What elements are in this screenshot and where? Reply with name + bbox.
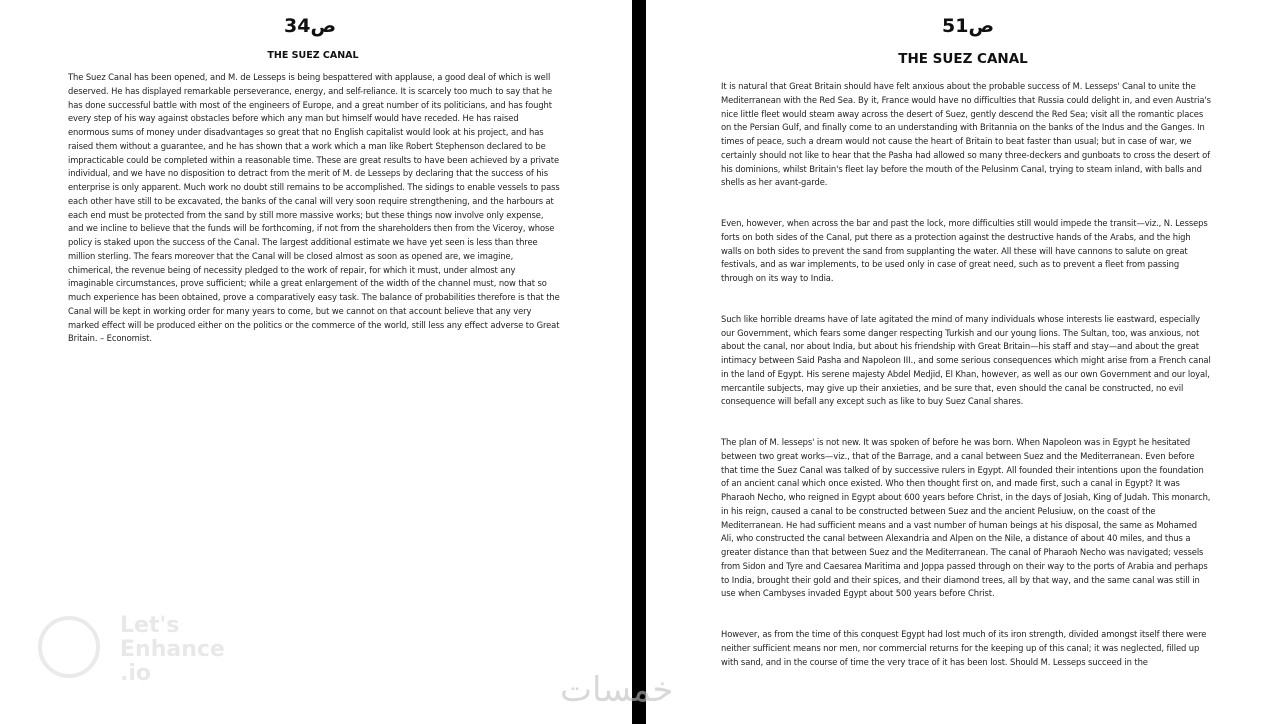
- left-page: [0, 0, 632, 724]
- watermark-line: Enhance: [120, 637, 225, 662]
- article-body: [721, 80, 1211, 696]
- watermark-logo-icon: [38, 616, 100, 678]
- letsenhance-watermark: [38, 614, 238, 694]
- article-title: THE SUEZ CANAL: [898, 51, 1028, 67]
- paragraph: It is natural that Great Britain should have felt anxious about the probable success of M. Lesseps' Canal to unite the Mediterranean with the Red Sea. By it, France would have no difficulties that Russia could delight in, and even Austria's nice little fleet would steam away across the desert of Suez, gently descend the Red Sea; visit all the romantic places on the Persian Gulf, and finally come to an understanding with Britannia on the banks of the Indus and the Ganges. In times of peace, such a dream would not cause the heart of Britain to beat faster than usual; but in case of war, we certainly should not like to hear that the Pasha had allowed so many three-deckers and gunboats to cross the desert of his dominions, whilst Britain's fleet lay before the mouth of the Pelusinm Canal, trying to steam inland, with balls and shells as her avant-garde.: [721, 81, 1211, 188]
- page-number: ص34: [284, 15, 337, 37]
- paragraph: The plan of M. lesseps' is not new. It was spoken of before he was born. When Napoleon was in Egypt he hesitated between two great works—viz., that of the Barrage, and a canal between Suez and the Mediterranean. Even before that time the Suez Canal was talked of by successive rulers in Egypt. All founded their intentions upon the foundation of an ancient canal which once existed. Who then thought first on, and made first, such a canal in Egypt? It was Pharaoh Necho, who reigned in Egypt about 600 years before Christ, in the days of Josiah, King of Judah. This monarch, in his reign, caused a canal to be constructed between Suez and the ancient Pelusiuw, on the coast of the Mediterranean. He had sufficient means and a vast number of human beings at his disposal, the same as Mohamed Ali, who constructed the canal between Alexandria and Alpen on the Nile, a distance of about 40 miles, and thus a greater distance than that between Suez and the Mediterranean. The canal of Pharaoh Necho was navigated; vessels from Sidon and Tyre and Caesarea Maritima and Joppa passed through on their way to the ports of Arabia and perhaps to India, brought their gold and their spices, and their diamond trees, all by that way, and the same canal was still in use when Cambyses invaded Egypt about 500 years before Christ.: [721, 437, 1211, 599]
- khamsat-watermark: خمسات: [560, 670, 674, 710]
- watermark-text: [120, 614, 225, 686]
- paragraph: Such like horrible dreams have of late agitated the mind of many individuals whose interests lie eastward, especially our Government, which fears some danger respecting Turkish and our young lions. The Sultan, too, was anxious, not about the canal, nor about India, but about his friendship with Great Britain—his staff and stay—and about the great intimacy between Said Pasha and Napoleon III., and some serious consequences which might arise from a French canal in the land of Egypt. His serene majesty Abdel Medjid, El Khan, however, as well as our own Government and our loyal, mercantile subjects, may give up their anxieties, and be sure that, even should the canal be constructed, no evil consequence will befall any except such as like to buy Suez Canal shares.: [721, 313, 1211, 407]
- article-body: [68, 71, 560, 373]
- page-number: ص51: [942, 15, 995, 37]
- article-title: THE SUEZ CANAL: [267, 50, 359, 61]
- paragraph: Even, however, when across the bar and past the lock, more difficulties still would impede the transit—viz., N. Lesseps forts on both sides of the Canal, put there as a protection against the destructive hands of the Arabs, and the high walls on both sides to prevent the sand from supplanting the water. All these will have cannons to salute on great festivals, and as war implements, to be used only in case of great need, such as to prevent a fleet from passing through on its way to India.: [721, 218, 1208, 283]
- page-divider: [632, 0, 646, 724]
- right-page: [646, 0, 1280, 724]
- watermark-line: Let's: [120, 613, 180, 638]
- paragraph: However, as from the time of this conquest Egypt had lost much of its iron strength, divided amongst itself there were neither sufficient means nor men, nor commercial returns for the keeping up of this canal; it was neglected, filled up with sand, and in the course of time the very trace of it has been lost. Should M. Lesseps succeed in the: [721, 629, 1207, 667]
- watermark-line: .io: [120, 661, 152, 686]
- paragraph: The Suez Canal has been opened, and M. de Lesseps is being bespattered with applause, a good deal of which is well deserved. He has displayed remarkable perseverance, energy, and self-reliance. It is scarcely too much to say that he has done successful battle with most of the engineers of Europe, and a great number of its politicians, and has fought every step of his way against obstacles before which any man but himself would have receded. He has raised enormous sums of money under disadvantages so great that no English capitalist would look at his project, and has raised them without a guarantee, and he has shown that a work which a man like Robert Stephenson declared to be impracticable could be completed within a reasonable time. These are great results to have been achieved by a private individual, and we have no disposition to detract from the merit of M. de Lesseps by declaring that the success of his enterprise is only apparent. Much work no doubt still remains to be accomplished. The sidings to enable vessels to pass each other have still to be excavated, the banks of the canal will very soon require strengthening, and the harbours at each end must be protected from the sand by still more massive works; but these things now involve only expense, and we incline to believe that the funds will be forthcoming, if not from the shareholders then from the Viceroy, whose policy is staked upon the success of the Canal. The largest additional estimate we have yet seen is less than three million sterling. The fears moreover that the Canal will be closed almost as soon as opened are, we imagine, chimerical, the revenue being of necessity pledged to the work of repair, for which it must, under almost any imaginable circumstances, prove sufficient; while a great enlargement of the width of the channel must, now that so much experience has been obtained, prove a comparatively easy task. The balance of probabilities therefore is that the Canal will be kept in working order for many years to come, but we cannot on that account believe that any very marked effect will be produced either on the politics or the commerce of the world, still less any effect adverse to Great Britain. – Economist.: [68, 72, 560, 344]
